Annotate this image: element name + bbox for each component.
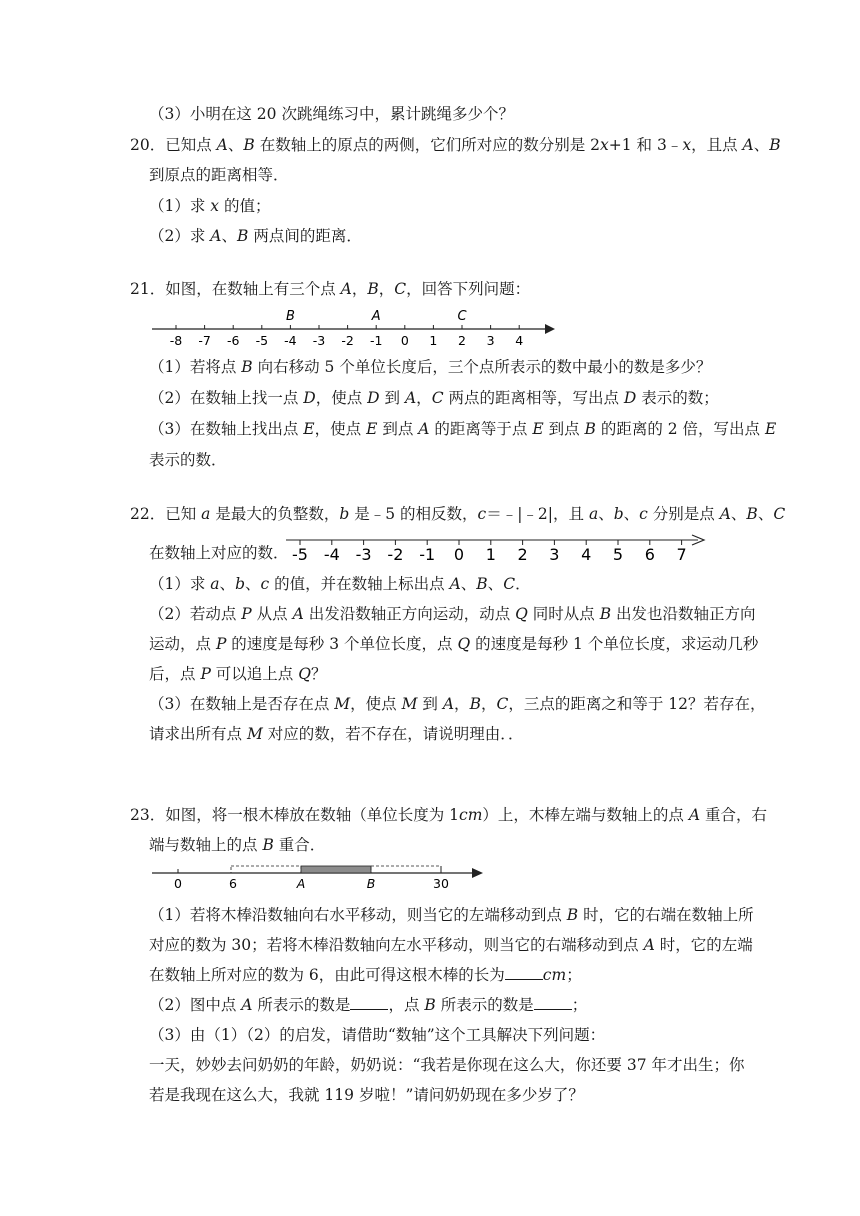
tick-label: 1 <box>429 333 438 348</box>
q22-text: ， <box>480 695 497 713</box>
q22-stem-line2: 在数轴上对应的数． <box>149 544 289 562</box>
q23-text: 对应的数为 30；若将木棒沿数轴向左水平移动，则当它的右端移动到点 <box>149 936 644 954</box>
var-E: E <box>532 420 544 438</box>
q20-text: （1）求 <box>149 197 211 215</box>
q23-text: 时，它的右端在数轴上所 <box>578 906 754 924</box>
q23-text: 在数轴上所对应的数为 6，由此可得这根木棒的长为 <box>149 966 505 984</box>
q22-text: 出发沿数轴正方向运动，动点 <box>303 605 516 623</box>
axis-arrow <box>472 868 483 878</box>
tick-label: -7 <box>198 333 211 348</box>
q20-text: 在数轴上的原点的两侧，它们所对应的数分别是 2 <box>254 136 600 154</box>
var-M: M <box>334 695 351 713</box>
tick-label: 2 <box>517 545 528 564</box>
q22-part2-line1 <box>149 604 756 624</box>
q23-part1-line2 <box>149 935 753 955</box>
q21-text: 到点 <box>377 420 419 438</box>
tick-label: 0 <box>453 545 465 564</box>
q23-text: ）上，木棒左端与数轴上的点 <box>482 806 689 824</box>
var-B: B <box>262 836 274 854</box>
q22-text: 是﹣5 的相反数， <box>349 505 478 523</box>
tick-label: -2 <box>387 545 404 564</box>
stick-right-ghost <box>371 866 441 873</box>
q23-part1-line1 <box>149 905 754 925</box>
q20-text: +1 和 3﹣ <box>608 136 683 154</box>
q23-text: 端与数轴上的点 <box>149 836 263 854</box>
q23-text: 如图，将一根木棒放在数轴（单位长度为 1 <box>165 806 460 824</box>
var-a: a <box>210 575 220 593</box>
var-A: A <box>210 227 222 245</box>
var-B: B <box>241 358 253 376</box>
q22-part3-line2 <box>149 724 524 744</box>
q22-stem <box>130 504 785 524</box>
q22-text: 的速度是每秒 3 个单位长度，点 <box>226 635 458 653</box>
var-C: C <box>394 280 407 298</box>
q20-part2 <box>149 226 362 246</box>
tick-label: 6 <box>644 545 655 564</box>
var-b: b <box>235 575 245 593</box>
var-A: A <box>442 695 455 713</box>
var-D: D <box>303 389 316 407</box>
q23-part3: （3）由（1）（2）的启发，请借助“数轴”这个工具解决下列问题： <box>149 1026 606 1044</box>
q21-text: 的距离等于点 <box>429 420 533 438</box>
q22-number-line <box>284 530 714 570</box>
point-label-C: C <box>457 309 467 324</box>
label-A: A <box>296 876 306 891</box>
q23-stem-line2 <box>149 835 325 855</box>
q22-text: 、 <box>757 505 774 523</box>
q22-text: ？ <box>310 665 327 683</box>
var-B: B <box>476 575 488 593</box>
var-C: C <box>431 389 444 407</box>
q22-text: ． <box>515 575 531 593</box>
var-D: D <box>367 389 380 407</box>
q21-part1 <box>149 357 711 377</box>
var-P: P <box>241 605 252 623</box>
unit-cm: cm <box>542 966 567 984</box>
var-B: B <box>237 227 249 245</box>
q22-text: 出发也沿数轴正方向 <box>611 605 756 623</box>
q21-text: ， <box>351 280 368 298</box>
var-A: A <box>292 605 304 623</box>
var-A: A <box>216 136 228 154</box>
var-b: b <box>613 505 624 523</box>
q21-text: ，回答下列问题： <box>406 280 531 298</box>
q20-text: 已知点 <box>165 136 217 154</box>
q22-part3-line1 <box>149 694 766 714</box>
q23-text: 所表示的数是 <box>435 996 534 1014</box>
var-A: A <box>688 806 701 824</box>
q21-text: ，使点 <box>314 420 367 438</box>
tick-label: 0 <box>400 333 409 348</box>
q23-stem <box>130 805 767 825</box>
q20-text: （2）求 <box>149 227 211 245</box>
q21-text: ， <box>416 389 432 407</box>
var-x: x <box>210 197 220 215</box>
label-B: B <box>366 876 376 891</box>
q21-part3-cont: 表示的数． <box>149 451 227 469</box>
axis-arrow <box>545 324 555 334</box>
var-A: A <box>643 936 655 954</box>
tick-label: -1 <box>369 333 383 348</box>
q20-stem-line2: 到原点的距离相等． <box>149 166 289 184</box>
var-B: B <box>599 605 612 623</box>
q22-number: 22． <box>130 505 166 523</box>
q21-text: 表示的数； <box>636 389 719 407</box>
q22-text: 、 <box>598 505 614 523</box>
label-0: 0 <box>174 876 182 891</box>
q23-text: ； <box>566 966 582 984</box>
q23-part1-line3 <box>149 965 582 985</box>
var-c: c <box>260 575 270 593</box>
answer-blank[interactable] <box>350 995 388 1010</box>
var-x: x <box>682 136 692 154</box>
var-B: B <box>746 505 758 523</box>
tick-label: -6 <box>226 333 240 348</box>
answer-blank[interactable] <box>534 995 572 1010</box>
q22-text: ＝﹣|﹣2|，且 <box>486 505 589 523</box>
q21-text: 两点的距离相等，写出点 <box>443 389 624 407</box>
label-6: 6 <box>229 876 237 891</box>
q22-text: 从点 <box>251 605 293 623</box>
q22-text: 的速度是每秒 1 个单位长度，求运动几秒 <box>470 635 759 653</box>
var-B: B <box>424 996 436 1014</box>
q22-text: 、 <box>245 575 261 593</box>
q22-text: 、 <box>487 575 504 593</box>
tick-label: -5 <box>292 545 308 564</box>
q22-text: 分别是点 <box>647 505 720 523</box>
q21-part2 <box>149 388 719 408</box>
q21-text: （2）在数轴上找一点 <box>149 389 304 407</box>
tick-label: -2 <box>341 333 354 348</box>
var-Q: Q <box>298 665 311 683</box>
tick-label: -4 <box>284 333 297 348</box>
tick-label: 2 <box>458 333 466 348</box>
var-A: A <box>418 420 430 438</box>
tick-label: -4 <box>323 545 340 564</box>
var-A: A <box>404 389 417 407</box>
var-B: B <box>769 136 781 154</box>
q22-text: ，使点 <box>350 695 402 713</box>
q23-part4-line1: 一天，妙妙去问奶奶的年龄，奶奶说：“我若是你现在这么大，你还要 37 年才出生；你 <box>149 1056 745 1074</box>
q22-text: 运动，点 <box>149 635 216 653</box>
stick-left-ghost <box>231 866 301 873</box>
tick-label: -3 <box>312 333 326 348</box>
point-label-B: B <box>285 309 295 324</box>
tick-label: -1 <box>419 545 436 564</box>
q23-number: 23． <box>130 806 166 824</box>
q21-text: ，使点 <box>315 389 368 407</box>
q22-text: （3）在数轴上是否存在点 <box>149 695 335 713</box>
q21-text: 的距离的 2 倍，写出点 <box>595 420 765 438</box>
var-B: B <box>367 280 379 298</box>
q22-text: 已知 <box>165 505 202 523</box>
var-B: B <box>243 136 255 154</box>
q22-text: ，三点的距离之和等于 12？若存在， <box>508 695 766 713</box>
var-B: B <box>566 906 579 924</box>
q20-text: 、 <box>753 136 770 154</box>
q21-text: （1）若将点 <box>149 358 242 376</box>
q21-part3 <box>149 419 776 439</box>
q21-text: 到点 <box>543 420 585 438</box>
var-P: P <box>200 665 211 683</box>
q23-text: ，点 <box>388 996 425 1014</box>
q22-part2-line3 <box>149 664 326 684</box>
tick-label: 1 <box>485 545 496 564</box>
var-x: x <box>600 136 609 154</box>
q23-text: （2）图中点 <box>149 996 242 1014</box>
var-A: A <box>449 575 461 593</box>
var-A: A <box>719 505 731 523</box>
var-A: A <box>340 280 352 298</box>
q22-text: 、 <box>219 575 236 593</box>
q22-part1 <box>149 574 531 594</box>
var-M: M <box>401 695 418 713</box>
var-A: A <box>241 996 253 1014</box>
q23-part2 <box>149 995 587 1015</box>
answer-blank[interactable] <box>505 965 543 980</box>
var-C: C <box>773 505 786 523</box>
var-b: b <box>339 505 350 523</box>
var-D: D <box>623 389 637 407</box>
q21-stem <box>130 279 530 299</box>
tick-label: 3 <box>486 333 495 348</box>
q20-part1 <box>149 196 270 216</box>
q22-text: 可以追上点 <box>210 665 299 683</box>
q20-text: 、 <box>227 136 244 154</box>
var-C: C <box>503 575 516 593</box>
q22-text: 的值，并在数轴上标出点 <box>269 575 450 593</box>
q21-text: 到 <box>379 389 405 407</box>
q23-text: 重合． <box>273 836 326 854</box>
var-a: a <box>588 505 599 523</box>
q23-text: 所表示的数是 <box>252 996 351 1014</box>
q20-text: 、 <box>221 227 238 245</box>
q20-text: 两点间的距离． <box>248 227 362 245</box>
var-c: c <box>477 505 487 523</box>
var-A: A <box>742 136 754 154</box>
q23-text: 时，它的左端 <box>654 936 753 954</box>
var-E: E <box>764 420 777 438</box>
q23-text: 重合，右 <box>700 806 767 824</box>
q21-text: 向右移动 5 个单位长度后，三个点所表示的数中最小的数是多少？ <box>252 358 712 376</box>
tick-label: -8 <box>169 333 183 348</box>
q23-stick-diagram <box>150 860 490 892</box>
q22-text: 请求出所有点 <box>149 725 247 743</box>
q22-text: 到 <box>417 695 443 713</box>
label-30: 30 <box>433 876 449 891</box>
var-B: B <box>584 420 596 438</box>
tick-label: 7 <box>676 545 687 564</box>
q22-text: 后，点 <box>149 665 201 683</box>
var-c: c <box>639 505 648 523</box>
q22-text: 对应的数，若不存在，请说明理由．． <box>262 725 524 743</box>
point-label-A: A <box>371 309 381 324</box>
q21-text: （3）在数轴上找出点 <box>149 420 304 438</box>
var-Q: Q <box>457 635 471 653</box>
q20-number: 20． <box>130 136 166 154</box>
tick-label: 4 <box>515 333 524 348</box>
q22-text: （1）求 <box>149 575 211 593</box>
q23-part4-line2: 若是我现在这么大，我就 119 岁啦！”请问奶奶现在多少岁了？ <box>149 1086 584 1104</box>
q21-text: 如图，在数轴上有三个点 <box>165 280 341 298</box>
tick-label: 4 <box>581 545 592 564</box>
q22-text: 是最大的负整数， <box>210 505 340 523</box>
q22-text: （2）若动点 <box>149 605 242 623</box>
q22-text: 、 <box>623 505 640 523</box>
tick-label: -5 <box>255 333 269 348</box>
var-P: P <box>215 635 227 653</box>
var-E: E <box>366 420 378 438</box>
q21-text: ， <box>378 280 395 298</box>
var-M: M <box>246 725 263 743</box>
tick-label: 5 <box>612 545 624 564</box>
var-B: B <box>469 695 481 713</box>
q22-part2-line2 <box>149 634 758 654</box>
q21-number-line <box>150 305 560 350</box>
var-E: E <box>303 420 315 438</box>
q22-text: 同时从点 <box>527 605 600 623</box>
q23-text: （1）若将木棒沿数轴向右水平移动，则当它的左端移动到点 <box>149 906 567 924</box>
unit-cm: cm <box>459 806 483 824</box>
var-C: C <box>496 695 509 713</box>
q22-text: 、 <box>730 505 747 523</box>
tick-label: -3 <box>355 545 372 564</box>
q23-text: ； <box>571 996 588 1014</box>
q21-number: 21． <box>130 280 166 298</box>
stick <box>301 866 371 873</box>
q19-part3: （3）小明在这 20 次跳绳练习中，累计跳绳多少个？ <box>149 105 514 123</box>
q22-text: ， <box>454 695 470 713</box>
q20-stem-line1 <box>130 135 781 155</box>
var-a: a <box>201 505 211 523</box>
q22-text: 、 <box>460 575 477 593</box>
var-Q: Q <box>515 605 528 623</box>
q20-text: 的值； <box>219 197 271 215</box>
tick-label: 3 <box>549 545 560 564</box>
q20-text: ，且点 <box>691 136 743 154</box>
